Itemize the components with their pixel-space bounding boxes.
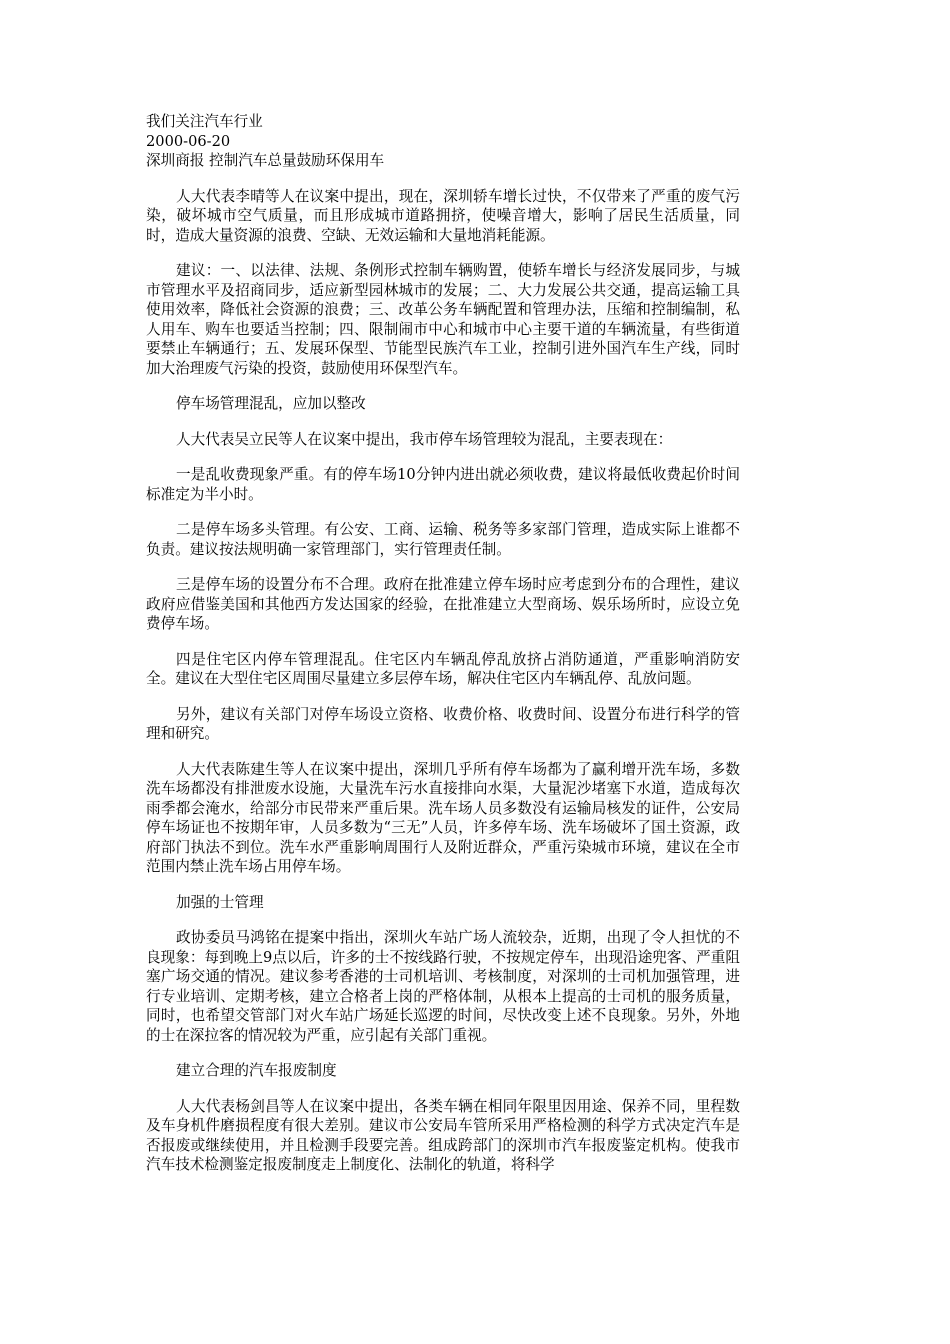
paragraph-point-one: 一是乱收费现象严重。有的停车场10分钟内进出就必须收费，建议将最低收费起价时间标准定为半小时。 bbox=[146, 466, 740, 503]
paragraph-wu-liminn: 人大代表吴立民等人在议案中提出，我市停车场管理较为混乱，主要表现在： bbox=[176, 430, 673, 448]
paragraph-point-three: 三是停车场的设置分布不合理。政府在批准建立停车场时应考虑到分布的合理性，建议政府应借鉴美国和其他西方发达国家的经验，在批准建立大型商场、娱乐场所时，应设立免费停车场。 bbox=[146, 576, 740, 632]
paragraph-suggestions: 建议：一、以法律、法规、条例形式控制车辆购置，使轿车增长与经济发展同步，与城市管理水平及招商同步，适应新型园林城市的发展；二、大力发展公共交通，提高运输工具使用效率，降低社会资源的浪费；三、改革公务车辆配置和管理办法，压缩和控制编制，私人用车、购车也要适当控制；四、限制闹市中心和城市中心主要干道的车辆流量，有些街道要禁止车辆通行；五、发展环保型、节能型民族汽车工业，控制引进外国汽车生产线，同时加大治理废气污染的投资，鼓励使用环保型汽车。 bbox=[146, 262, 740, 377]
paragraph-chen-jiansheng: 人大代表陈建生等人在议案中提出，深圳几乎所有停车场都为了赢利增开洗车场，多数洗车场都没有排泄废水设施，大量洗车污水直接排向水渠，大量泥沙堵塞下水道，造成每次雨季都会淹水，给部分市民带来严重后果。洗车场人员多数没有运输局核发的证件，公安局停车场证也不按期年审，人员多数为“三无”人员，许多停车场、洗车场破坏了国土资源，政府部门执法不到位。洗车水严重影响周围行人及附近群众，严重污染城市环境，建议在全市范围内禁止洗车场占用停车场。 bbox=[146, 760, 740, 875]
paragraph-point-two: 二是停车场多头管理。有公安、工商、运输、税务等多家部门管理，造成实际上谁都不负责。建议按法规明确一家管理部门，实行管理责任制。 bbox=[146, 521, 740, 558]
paragraph-additional: 另外，建议有关部门对停车场设立资格、收费价格、收费时间、设置分布进行科学的管理和研究。 bbox=[146, 705, 740, 742]
article-source-headline: 深圳商报 控制汽车总量鼓励环保用车 bbox=[146, 152, 385, 169]
article-header bbox=[146, 112, 740, 171]
document-page bbox=[146, 112, 740, 1175]
section-heading-parking: 停车场管理混乱，应加以整改 bbox=[176, 395, 366, 412]
column-title: 我们关注汽车行业 bbox=[146, 113, 263, 130]
paragraph-ma-hongming: 政协委员马鸿铭在提案中指出，深圳火车站广场人流较杂，近期，出现了令人担忧的不良现象：每到晚上9点以后，许多的士不按线路行驶，不按规定停车，出现沿途兜客、严重阻塞广场交通的情况。建议参考香港的士司机培训、考核制度，对深圳的士司机加强管理，进行专业培训、定期考核，建立合格者上岗的严格体制，从根本上提高的士司机的服务质量，同时，也希望交管部门对火车站广场延长巡逻的时间，尽快改变上述不良现象。另外，外地的士在深拉客的情况较为严重，应引起有关部门重视。 bbox=[146, 929, 740, 1044]
article-date: 2000-06-20 bbox=[146, 132, 231, 150]
paragraph-intro-li-qing: 人大代表李晴等人在议案中提出，现在，深圳轿车增长过快，不仅带来了严重的废气污染，破坏城市空气质量，而且形成城市道路拥挤，使噪音增大，影响了居民生活质量，同时，造成大量资源的浪费、空缺、无效运输和大量地消耗能源。 bbox=[146, 187, 740, 244]
section-heading-scrap: 建立合理的汽车报废制度 bbox=[176, 1062, 337, 1079]
paragraph-yang-jianchang: 人大代表杨剑昌等人在议案中提出，各类车辆在相同年限里因用途、保养不同，里程数及车身机件磨损程度有很大差别。建议市公安局车管所采用严格检测的科学方式决定汽车是否报废或继续使用，并且检测手段要完善。组成跨部门的深圳市汽车报废鉴定机构。使我市汽车技术检测鉴定报废制度走上制度化、法制化的轨道，将科学 bbox=[146, 1097, 740, 1173]
paragraph-point-four: 四是住宅区内停车管理混乱。住宅区内车辆乱停乱放挤占消防通道，严重影响消防安全。建议在大型住宅区周围尽量建立多层停车场，解决住宅区内车辆乱停、乱放问题。 bbox=[146, 650, 740, 687]
section-heading-taxi: 加强的士管理 bbox=[176, 893, 264, 911]
